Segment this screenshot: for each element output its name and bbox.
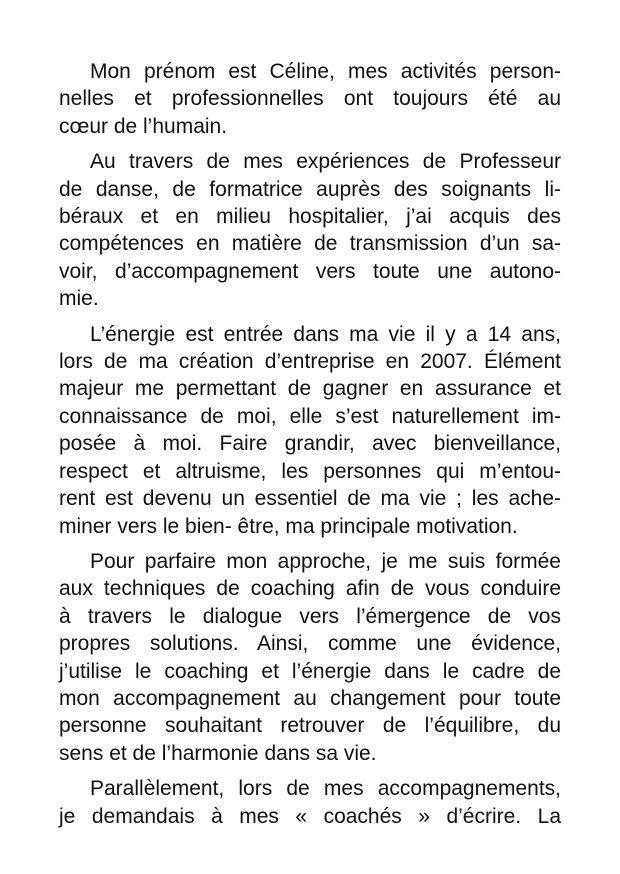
text-line: béraux et en milieu hospitalier, j’ai acquis des (59, 205, 561, 229)
text-line: sens et de l’harmonie dans sa vie. (59, 741, 377, 765)
text-line: nelles et professionnelles ont toujours été au (59, 87, 561, 111)
text-line: L’énergie est entrée dans ma vie il y a 14 ans, (90, 322, 561, 346)
text-line: je demandais à mes « coachés » d’écrire. La (59, 804, 561, 828)
text-line: propres solutions. Ainsi, comme une évidence, (59, 632, 561, 656)
text-line: connaissance de moi, elle s’est naturellement im- (59, 404, 561, 428)
text-line: j’utilise le coaching et l’énergie dans le cadre de (59, 659, 561, 683)
text-line: Pour parfaire mon approche, je me suis formée (90, 549, 561, 573)
paragraph (59, 148, 561, 312)
text-line: Parallèlement, lors de mes accompagnements, (90, 777, 561, 801)
text-line: de danse, de formatrice auprès des soignants li- (59, 177, 561, 201)
document-page (59, 58, 561, 838)
paragraph (59, 321, 561, 540)
paragraph (59, 58, 561, 140)
text-line: voir, d’accompagnement vers toute une autono- (59, 259, 561, 283)
text-line: mie. (59, 287, 99, 311)
text-line: posée à moi. Faire grandir, avec bienveillance, (59, 432, 561, 456)
text-line: compétences en matière de transmission d’un sa- (59, 232, 561, 256)
text-line: mon accompagnement au changement pour toute (59, 686, 561, 710)
text-line: personne souhaitant retrouver de l’équilibre, du (59, 714, 561, 738)
text-line: Mon prénom est Céline, mes activités person- (90, 60, 561, 83)
paragraph (59, 548, 561, 767)
text-line: respect et altruisme, les personnes qui m’entou- (59, 459, 561, 483)
text-line: miner vers le bien- être, ma principale motivation. (59, 514, 518, 538)
text-line: aux techniques de coaching afin de vous conduire (59, 577, 561, 601)
body-text (59, 58, 561, 830)
paragraph (59, 775, 561, 830)
text-line: cœur de l’humain. (59, 114, 228, 138)
text-line: à travers le dialogue vers l’émergence de vos (59, 604, 561, 628)
text-line: rent est devenu un essentiel de ma vie ; les ache- (59, 487, 561, 511)
text-line: Au travers de mes expériences de Professeur (90, 150, 561, 174)
text-line: majeur me permettant de gagner en assurance et (59, 377, 561, 401)
text-line: lors de ma création d’entreprise en 2007. Élément (59, 350, 561, 374)
